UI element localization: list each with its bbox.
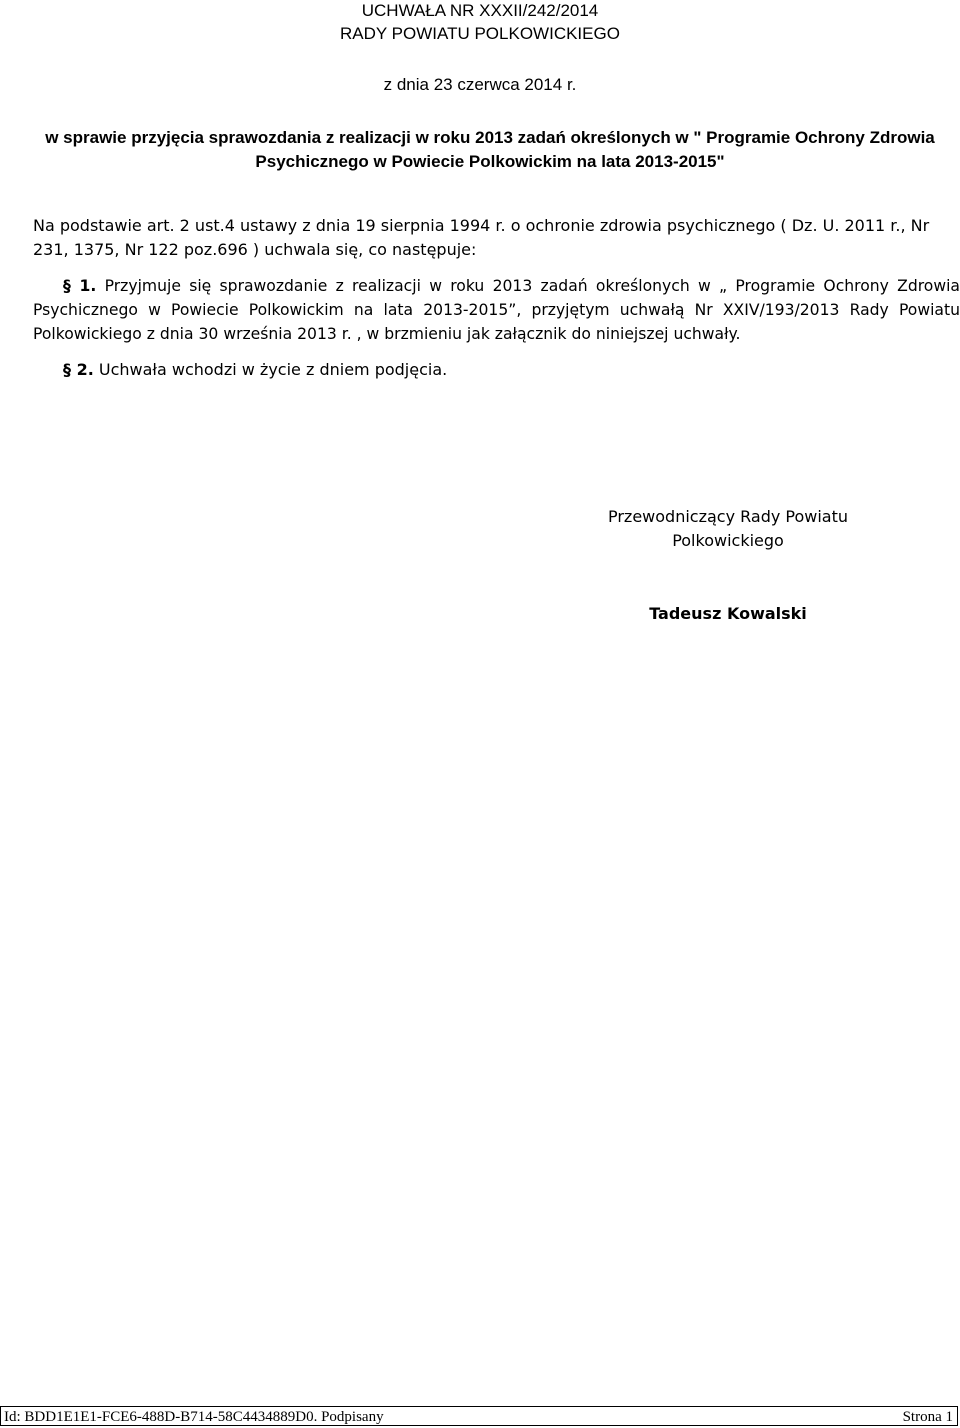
document-footer — [0, 1406, 958, 1426]
signature-name: Tadeusz Kowalski — [649, 604, 807, 623]
paragraph-2-text: Uchwała wchodzi w życie z dniem podjęcia. — [98, 360, 448, 379]
resolution-date: z dnia 23 czerwca 2014 r. — [383, 75, 577, 94]
footer-id: Id: BDD1E1E1-FCE6-488D-B714-58C4434889D0. Podpisany — [4, 1409, 384, 1425]
footer-page-number: Strona 1 — [902, 1409, 953, 1425]
paragraph-1-text: Przyjmuje się sprawozdanie z realizacji w roku 2013 zadań określonych w „ Programie Ochrony Zdrowia Psychicznego w Powiecie Polkowickim na lata 2013-2015”, przyjętym uchwałą Nr XXIV/193/2013 Rady Powiatu Polkowickiego z dnia 30 września 2013 r. , w brzmieniu jak załącznik do niniejszej uchwały. — [33, 277, 960, 343]
resolution-number: UCHWAŁA NR XXXII/242/2014 — [361, 1, 599, 20]
council-name: RADY POWIATU POLKOWICKIEGO — [340, 24, 620, 43]
paragraph-1 — [33, 274, 960, 346]
resolution-subject: w sprawie przyjęcia sprawozdania z realizacji w roku 2013 zadań określonych w " Programie Ochrony Zdrowia Psychicznego w Powiecie Polkowickim na lata 2013-2015" — [45, 128, 935, 171]
paragraph-2-mark: § 2. — [63, 360, 94, 379]
paragraph-1-mark: § 1. — [63, 277, 97, 295]
signature-title: Przewodniczący Rady Powiatu Polkowickiego — [607, 507, 849, 550]
legal-basis: Na podstawie art. 2 ust.4 ustawy z dnia 19 sierpnia 1994 r. o ochronie zdrowia psychicznego ( Dz. U. 2011 r., Nr 231, 1375, Nr 122 poz.696 ) uchwala się, co następuje: — [33, 216, 930, 259]
paragraph-2 — [33, 358, 960, 382]
